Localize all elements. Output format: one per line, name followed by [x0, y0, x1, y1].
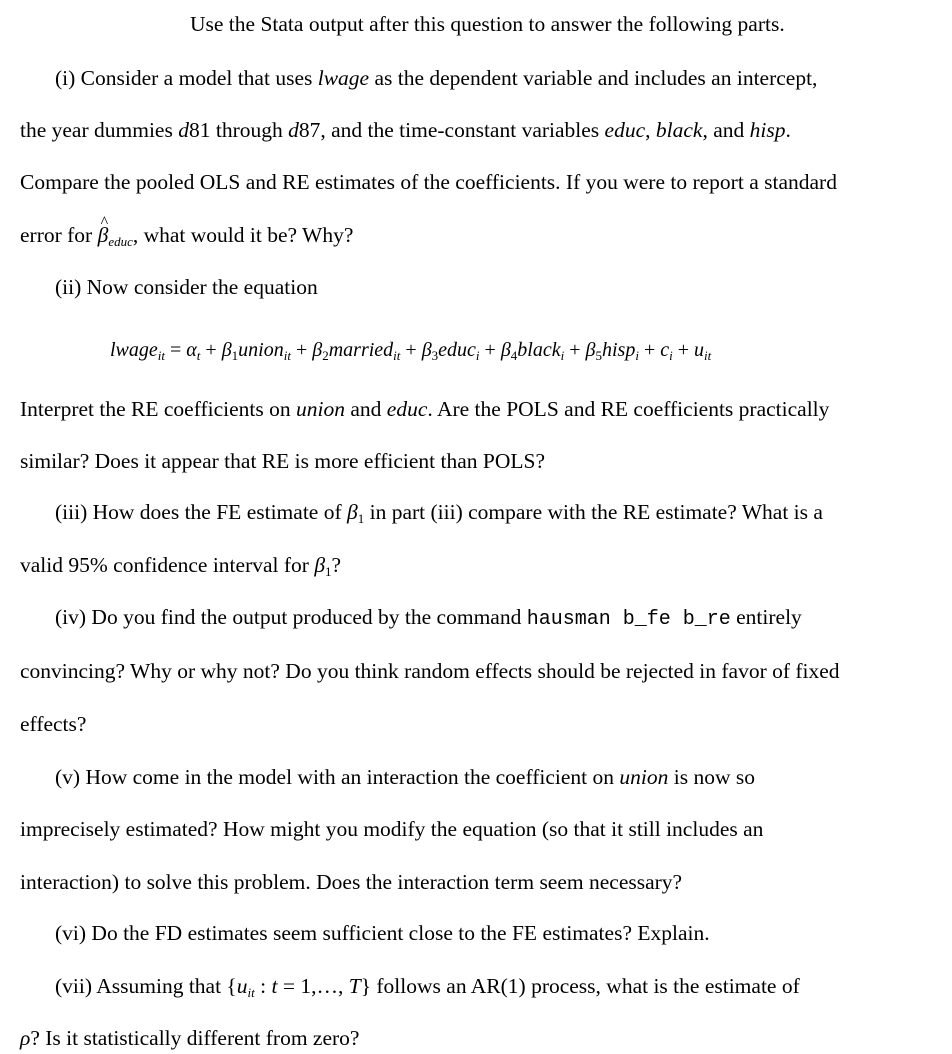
- var-d: d: [178, 118, 189, 142]
- q1-text: .: [785, 118, 791, 142]
- q1-text: Consider a model that uses: [80, 66, 318, 90]
- eq-sub: i: [635, 348, 639, 363]
- eq-sub: it: [283, 348, 291, 363]
- q6-text: Do the FD estimates seem sufficient close to the FE estimates? Explain.: [91, 921, 710, 945]
- eq-sub: it: [157, 348, 166, 363]
- eq-beta: β: [312, 339, 323, 361]
- eq-sub: 2: [322, 348, 329, 363]
- q1-line-3: Compare the pooled OLS and RE estimates of the coefficients. If you were to report a standard: [20, 170, 837, 194]
- var-union: union: [619, 765, 669, 789]
- q1-label: (i): [55, 66, 76, 90]
- eq-married: married: [328, 339, 394, 361]
- q7-text: ? Is it statistically different from zero?: [30, 1026, 360, 1050]
- q2-label: (ii): [55, 275, 82, 299]
- q7-text: :: [254, 974, 272, 998]
- eq-op: =: [165, 339, 187, 361]
- q2-text: and: [345, 397, 387, 421]
- q5-text: is now so: [668, 765, 755, 789]
- var-hisp: hisp: [749, 118, 786, 142]
- eq-sub: it: [393, 348, 401, 363]
- eq-op: +: [672, 339, 695, 361]
- q1-text: through: [210, 118, 289, 142]
- var-d: d: [288, 118, 299, 142]
- eq-c: c: [660, 339, 670, 361]
- q5-line-2: imprecisely estimated? How might you modify the equation (so that it still includes an: [20, 817, 764, 841]
- sub-1: 1: [357, 511, 365, 526]
- eq-op: +: [290, 339, 313, 361]
- eq-sub: 3: [431, 348, 439, 363]
- hausman-command: hausman b_fe b_re: [526, 608, 731, 631]
- eq-union: union: [238, 339, 284, 361]
- rho-symbol: ρ: [20, 1026, 31, 1050]
- eq-alpha: α: [186, 339, 197, 361]
- eq-op: +: [638, 339, 661, 361]
- q7-line-1: [55, 973, 800, 1006]
- q4-line-1: [55, 604, 802, 633]
- eq-sub: it: [704, 348, 712, 363]
- eq-op: +: [400, 339, 422, 361]
- q4-line-3: effects?: [20, 712, 87, 736]
- q2-line-2: [20, 396, 829, 422]
- eq-beta: β: [421, 339, 432, 361]
- num-81: 81: [188, 118, 211, 142]
- sub-1: 1: [325, 564, 332, 579]
- q1-text: , what would it be? Why?: [132, 223, 354, 247]
- q2-line-3: similar? Does it appear that RE is more efficient than POLS?: [20, 449, 546, 473]
- eq-beta: β: [585, 339, 596, 361]
- q7-text: = 1,…,: [277, 974, 349, 998]
- eq-u: u: [694, 339, 705, 361]
- q4-line-2: convincing? Why or why not? Do you think random effects should be rejected in favor of fixed: [20, 659, 840, 683]
- q1-text: the year dummies: [20, 118, 179, 142]
- beta-symbol: β: [347, 500, 358, 524]
- q1-line-2: [20, 117, 791, 143]
- eq-op: +: [479, 339, 501, 361]
- q4-label: (iv): [55, 605, 87, 629]
- equation: [110, 337, 711, 369]
- q6-line-1: [55, 920, 710, 946]
- eq-lwage: lwage: [110, 339, 158, 361]
- q1-text: error for: [20, 223, 98, 247]
- eq-sub: 4: [510, 348, 518, 363]
- q2-text: Interpret the RE coefficients on: [20, 397, 297, 421]
- q3-line-2: [20, 552, 341, 585]
- q6-label: (vi): [55, 921, 87, 945]
- var-t: t: [271, 974, 278, 998]
- eq-op: +: [200, 339, 222, 361]
- var-educ: educ: [386, 397, 428, 421]
- q1-line-4: [20, 222, 353, 255]
- eq-sub: 5: [595, 348, 602, 363]
- eq-hisp: hisp: [601, 339, 636, 361]
- q3-text: in part (iii) compare with the RE estimate? What is a: [364, 500, 823, 524]
- var-union: union: [296, 397, 345, 421]
- q3-text: How does the FE estimate of: [92, 500, 347, 524]
- sub-it: it: [247, 985, 255, 1000]
- q7-text: } follows an AR(1) process, what is the estimate of: [360, 974, 800, 998]
- q4-text: entirely: [730, 605, 802, 629]
- eq-sub: i: [669, 348, 673, 363]
- q5-line-3: interaction) to solve this problem. Does the interaction term seem necessary?: [20, 870, 683, 894]
- var-u: u: [236, 974, 248, 998]
- q5-label: (v): [55, 765, 81, 789]
- q7-label: (vii): [55, 974, 93, 998]
- q1-text: , and the time-constant variables: [320, 118, 605, 142]
- eq-sub: t: [196, 348, 201, 363]
- sub-educ: educ: [108, 234, 133, 249]
- num-87: 87: [298, 118, 321, 142]
- eq-black: black: [517, 339, 561, 361]
- q2-text: Now consider the equation: [86, 275, 318, 299]
- eq-beta: β: [500, 339, 511, 361]
- q5-line-1: [55, 764, 755, 790]
- q3-text: ?: [331, 553, 342, 577]
- beta-hat: ^ β: [98, 222, 109, 248]
- q1-text: ,: [645, 118, 656, 142]
- q3-line-1: [55, 499, 823, 532]
- q1-text: as the dependent variable and includes an intercept,: [369, 66, 818, 90]
- eq-beta: β: [221, 339, 232, 361]
- eq-sub: i: [475, 348, 480, 363]
- var-educ: educ: [604, 118, 646, 142]
- eq-op: +: [564, 339, 586, 361]
- var-T: T: [348, 974, 361, 998]
- eq-educ: educ: [438, 339, 476, 361]
- q2-line-1: [55, 274, 318, 300]
- eq-sub: i: [560, 348, 565, 363]
- q3-text: valid 95% confidence interval for: [20, 553, 315, 577]
- q3-label: (iii): [55, 500, 88, 524]
- var-black: black: [655, 118, 703, 142]
- q2-text: . Are the POLS and RE coefficients practically: [427, 397, 830, 421]
- var-lwage: lwage: [317, 66, 370, 90]
- q4-text: Do you find the output produced by the command: [91, 605, 527, 629]
- q7-text: Assuming that {: [96, 974, 237, 998]
- q1-text: , and: [702, 118, 750, 142]
- q5-text: How come in the model with an interaction the coefficient on: [85, 765, 620, 789]
- q7-line-2: [20, 1025, 359, 1051]
- eq-sub: 1: [231, 348, 239, 363]
- q1-line-1: [55, 65, 817, 91]
- beta-symbol: β: [314, 553, 326, 577]
- intro-line: Use the Stata output after this question to answer the following parts.: [190, 12, 785, 36]
